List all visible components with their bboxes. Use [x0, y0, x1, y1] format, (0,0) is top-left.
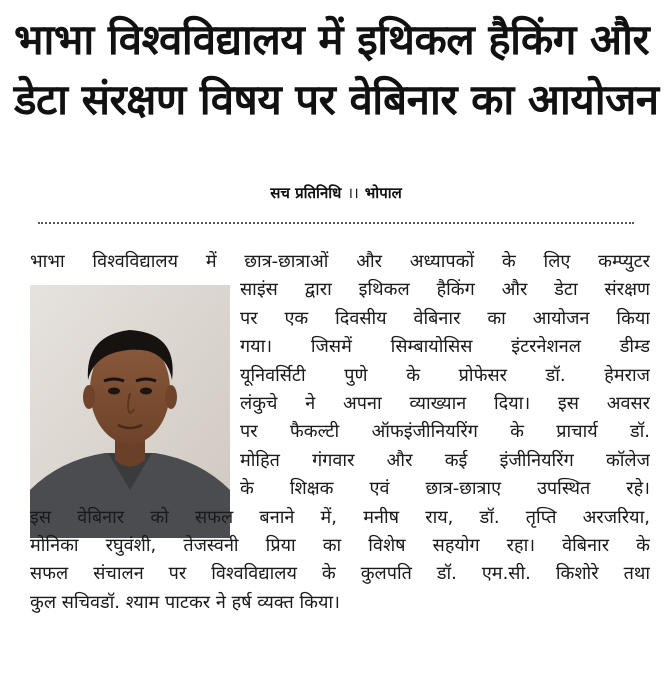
byline-location: भोपाल	[364, 184, 402, 202]
article-line-10: इस वेबिनार को सफल बनाने में, मनीष राय, डॉ. तृप्ति अरजरिया,	[30, 506, 650, 528]
article-line-6: लंकुचे ने अपना व्याख्यान दिया। इस अवसर	[240, 392, 650, 414]
byline-separator: ।।	[347, 184, 359, 202]
article-line-5: यूनिवर्सिटी पुणे के प्रोफेसर डॉ. हेमराज	[240, 364, 650, 386]
article-line-11: मोनिका रघुवंशी, तेजस्वनी प्रिया का विशेष सहयोग रहा। वेबिनार के	[30, 534, 650, 556]
article-line-13: कुल सचिवडॉ. श्याम पाटकर ने हर्ष व्यक्त किया।	[30, 591, 340, 613]
headline	[14, 10, 658, 130]
article-body	[30, 248, 650, 617]
byline	[0, 183, 672, 203]
article-line-9: के शिक्षक एवं छात्र-छात्राए उपस्थित रहे।	[240, 478, 650, 500]
article-line-12: सफल संचालन पर विश्वविद्यालय के कुलपति डॉ. एम.सी. किशोरे तथा	[30, 563, 650, 585]
headline-line-2: डेटा संरक्षण विषय पर वेबिनार का आयोजन	[14, 75, 659, 124]
article-line-8: मोहित गंगवार और कई इंजीनियरिंग कॉलेज	[240, 449, 650, 471]
byline-reporter: सच प्रतिनिधि	[270, 184, 342, 202]
article-line-2: साइंस द्वारा इथिकल हैकिंग और डेटा संरक्षण	[240, 279, 650, 301]
article-line-1: भाभा विश्वविद्यालय में छात्र-छात्राओं और अध्यापकों के लिए कम्प्युटर	[30, 251, 650, 272]
article-line-3: पर एक दिवसीय वेबिनार का आयोजन किया	[240, 307, 650, 329]
headline-line-1: भाभा विश्वविद्यालय में इथिकल हैकिंग और	[14, 15, 650, 64]
article-line-4: गया। जिसमें सिम्बायोसिस इंटरनेशनल डीम्ड	[240, 336, 650, 358]
dotted-divider	[38, 222, 634, 224]
article-line-7: पर फैकल्टी ऑफइंजीनियरिंग के प्राचार्य डॉ.	[240, 421, 650, 443]
